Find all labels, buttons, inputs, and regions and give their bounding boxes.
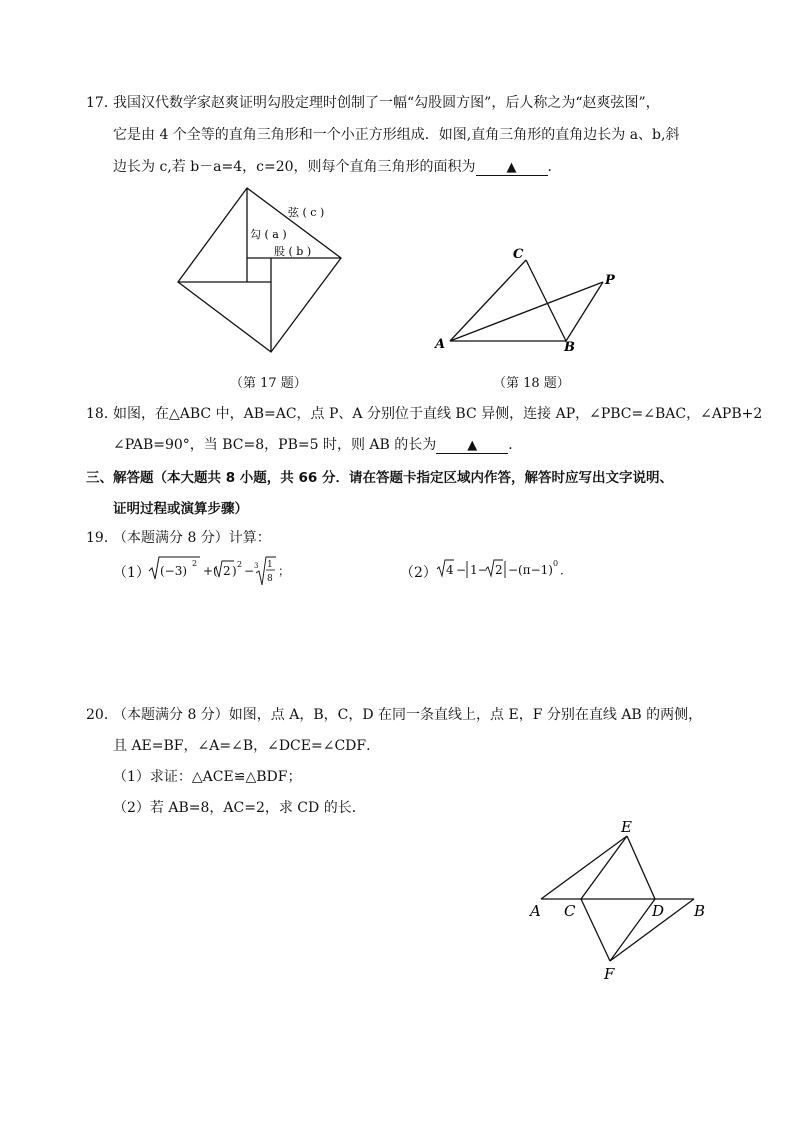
q20-part1: （1）求证：△ACE≌△BDF； <box>113 769 302 785</box>
q17-text-line3 <box>113 156 562 176</box>
q19-number: 19． <box>86 530 118 546</box>
label-chord: 弦 ( c ) <box>288 206 325 219</box>
q17-line3-post: ． <box>547 159 562 175</box>
segment-DE <box>627 836 655 899</box>
q19-part2-expression <box>436 557 586 583</box>
q19-heading: （本题满分 8 分）计算： <box>113 530 271 546</box>
q18-text-line2 <box>113 434 522 454</box>
segment-CB <box>526 260 566 341</box>
q17-line3-pre: 边长为 c,若 b－a=4，c=20，则每个直角三角形的面积为 <box>113 159 476 175</box>
segment-AC <box>450 260 526 341</box>
label-gu: 股 ( b ) <box>274 245 312 258</box>
q18-line2-pre: ∠PAB=90°，当 BC=8，PB=5 时，则 AB 的长为 <box>113 437 437 453</box>
svg-text:0: 0 <box>553 559 559 568</box>
section-3-heading-line1: 三、解答题（本大题共 8 小题，共 66 分．请在答题卡指定区域内作答，解答时应写出文字说明、 <box>86 470 673 486</box>
segment-AP <box>450 282 603 341</box>
svg-text:8: 8 <box>267 574 273 584</box>
svg-text:．: ． <box>560 563 573 577</box>
svg-text:−: − <box>508 563 519 577</box>
figure-20-triangles <box>524 814 724 986</box>
q18-number: 18． <box>86 406 118 422</box>
point-A-label: A <box>530 902 541 920</box>
label-gou: 勾 ( a ) <box>250 228 287 241</box>
svg-text:−: − <box>244 564 255 578</box>
point-B-label: B <box>564 340 575 355</box>
svg-text:): ) <box>232 564 237 578</box>
figure-17-chord-diagram <box>170 180 350 360</box>
q20-text-line1: （本题满分 8 分）如图，点 A，B，C，D 在同一条直线上，点 E，F 分别在直线 AB 的两侧， <box>113 707 703 723</box>
svg-text:4: 4 <box>446 563 454 577</box>
svg-text:+(: +( <box>203 564 218 578</box>
q18-answer-blank[interactable] <box>436 438 508 454</box>
svg-text:2: 2 <box>223 564 231 578</box>
segment-CF <box>581 899 610 961</box>
segment-CE <box>581 836 627 899</box>
svg-text:1: 1 <box>267 560 273 570</box>
svg-text:(−3): (−3) <box>160 564 188 578</box>
svg-text:2: 2 <box>237 560 243 569</box>
q17-answer-blank[interactable] <box>476 160 548 176</box>
svg-text:3: 3 <box>254 562 259 570</box>
q18-text-line1: 如图，在△ABC 中，AB=AC，点 P、A 分别位于直线 BC 异侧，连接 AP，∠PBC=∠BAC，∠APB+2 <box>113 406 763 422</box>
q17-text-line2: 它是由 4 个全等的直角三角形和一个小正方形组成．如图,直角三角形的直角边长为 a、b,斜 <box>113 127 680 143</box>
q20-part2: （2）若 AB=8，AC=2，求 CD 的长． <box>113 800 366 816</box>
triangle-marker-icon: ▲ <box>506 160 517 175</box>
point-P-label: P <box>605 273 615 288</box>
q19-part1-expression <box>148 555 291 587</box>
segment-AE <box>541 836 627 899</box>
q18-line2-post: ． <box>508 437 523 453</box>
point-A-label: A <box>435 337 446 352</box>
svg-text:2: 2 <box>192 559 198 568</box>
point-E-label: E <box>621 818 632 836</box>
point-F-label: F <box>604 965 615 983</box>
figure-18-triangle <box>430 240 620 360</box>
svg-text:；: ； <box>278 564 291 578</box>
q19-part2-label: （2） <box>400 565 437 581</box>
q20-text-line2: 且 AE=BF，∠A=∠B，∠DCE=∠CDF． <box>113 738 381 754</box>
svg-text:−: − <box>456 563 467 577</box>
figure-17-caption: （第 17 题） <box>230 376 307 391</box>
section-3-heading-line2: 证明过程或演算步骤） <box>113 501 248 517</box>
q17-number: 17． <box>86 95 118 111</box>
segment-DF <box>610 899 655 961</box>
svg-text:(π−1): (π−1) <box>518 563 553 577</box>
q19-part1-label: （1） <box>113 565 150 581</box>
svg-text:1−: 1− <box>470 563 488 577</box>
svg-text:2: 2 <box>495 563 503 577</box>
triangle-marker-icon: ▲ <box>467 438 478 453</box>
point-B-label: B <box>694 902 706 920</box>
point-C-label: C <box>564 902 576 920</box>
point-D-label: D <box>652 902 665 920</box>
point-C-label: C <box>513 247 524 262</box>
q20-number: 20． <box>86 707 118 723</box>
figure-18-caption: （第 18 题） <box>493 376 570 391</box>
q17-text-line1: 我国汉代数学家赵爽证明勾股定理时创制了一幅“勾股圆方图”，后人称之为“赵爽弦图”， <box>113 95 660 111</box>
segment-BP <box>566 282 603 341</box>
